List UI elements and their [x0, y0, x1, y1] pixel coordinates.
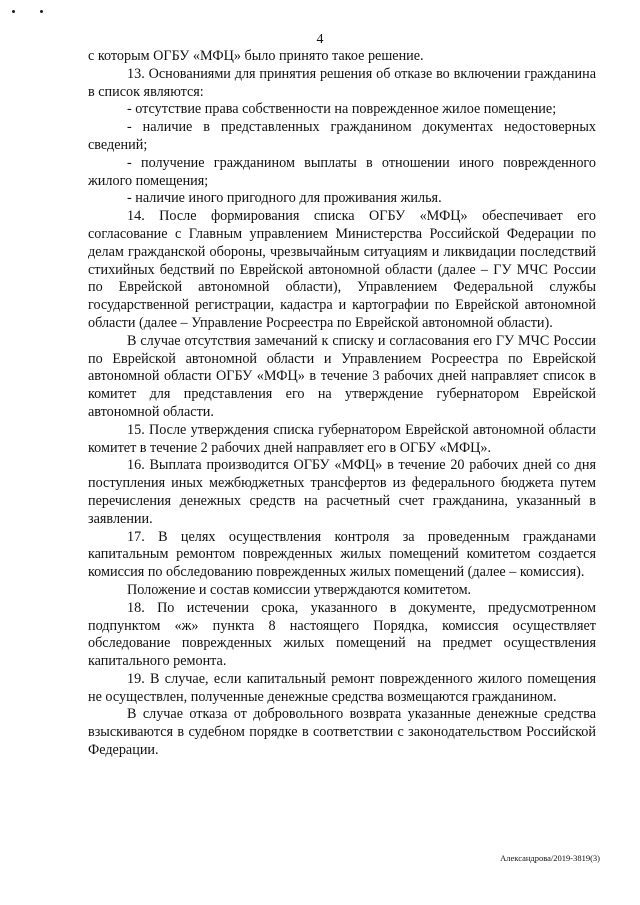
paragraph-16: 16. Выплата производится ОГБУ «МФЦ» в течение 20 рабочих дней со дня поступления иных межбюджетных трансфертов из федерального бюджета путем перечисления денежных средств на расчетный счет гражданина, указанный в заявлении. [88, 457, 596, 527]
paragraph-17-continued: Положение и состав комиссии утверждаются комитетом. [127, 581, 472, 598]
list-item-false-documents: - наличие в представленных гражданином документах недостоверных сведений; [88, 119, 596, 153]
list-item-no-ownership: - отсутствие права собственности на поврежденное жилое помещение; [127, 101, 557, 118]
paragraph-14-continued: В случае отсутствия замечаний к списку и согласования его ГУ МЧС России по Еврейской автономной области и Управлением Росреестра по Еврейской автономной области ОГБУ «МФЦ» в течение 3 рабочих дней направляет список в комитет для представления его на утверждение губернатором Еврейской автономной области. [88, 332, 596, 420]
paragraph-13: 13. Основаниями для принятия решения об отказе во включении гражданина в список являются: [88, 65, 596, 100]
document-code: Александрова/2019-3819(3) [500, 853, 600, 863]
page-number: 4 [316, 32, 324, 47]
scan-mark [40, 10, 43, 13]
list-item-prior-payment: - получение гражданином выплаты в отношении иного поврежденного жилого помещения; [88, 154, 596, 189]
paragraph-continuation: с которым ОГБУ «МФЦ» было принято такое решение. [88, 48, 424, 64]
paragraph-14: 14. После формирования списка ОГБУ «МФЦ» обеспечивает его согласование с Главным управлением Министерства Российской Федерации по делам гражданской обороны, чрезвычайным ситуациям и ликвидации последствий стихийных бедствий по Еврейской автономной области (далее – ГУ МЧС России по Еврейской автономной области), Управлением Федеральной службы государственной регистрации, кадастра и картографии по Еврейской автономной области (далее – Управление Росреестра по Еврейской автономной области). [88, 208, 596, 331]
paragraph-19: 19. В случае, если капитальный ремонт поврежденного жилого помещения не осуществлен, полученные денежные средства возмещаются гражданином. [88, 670, 596, 705]
paragraph-15: 15. После утверждения списка губернатором Еврейской автономной области комитет в течение 2 рабочих дней направляет его в ОГБУ «МФЦ». [88, 421, 596, 456]
paragraph-17: 17. В целях осуществления контроля за проведенным гражданами капитальным ремонтом поврежденных жилых помещений комитетом создается комиссия по обследованию поврежденных жилых помещений (далее – комиссия). [88, 528, 596, 581]
scan-mark [12, 10, 15, 13]
list-item-other-housing: - наличие иного пригодного для проживания жилья. [127, 190, 442, 207]
document-body [88, 48, 596, 760]
paragraph-19-continued: В случае отказа от добровольного возврата указанные денежные средства взыскиваются в судебном порядке в соответствии с законодательством Российской Федерации. [88, 706, 596, 759]
paragraph-18: 18. По истечении срока, указанного в документе, предусмотренном подпунктом «ж» пункта 8 настоящего Порядка, комиссия осуществляет обследование поврежденных жилых помещений на предмет осуществления капитального ремонта. [88, 599, 596, 670]
